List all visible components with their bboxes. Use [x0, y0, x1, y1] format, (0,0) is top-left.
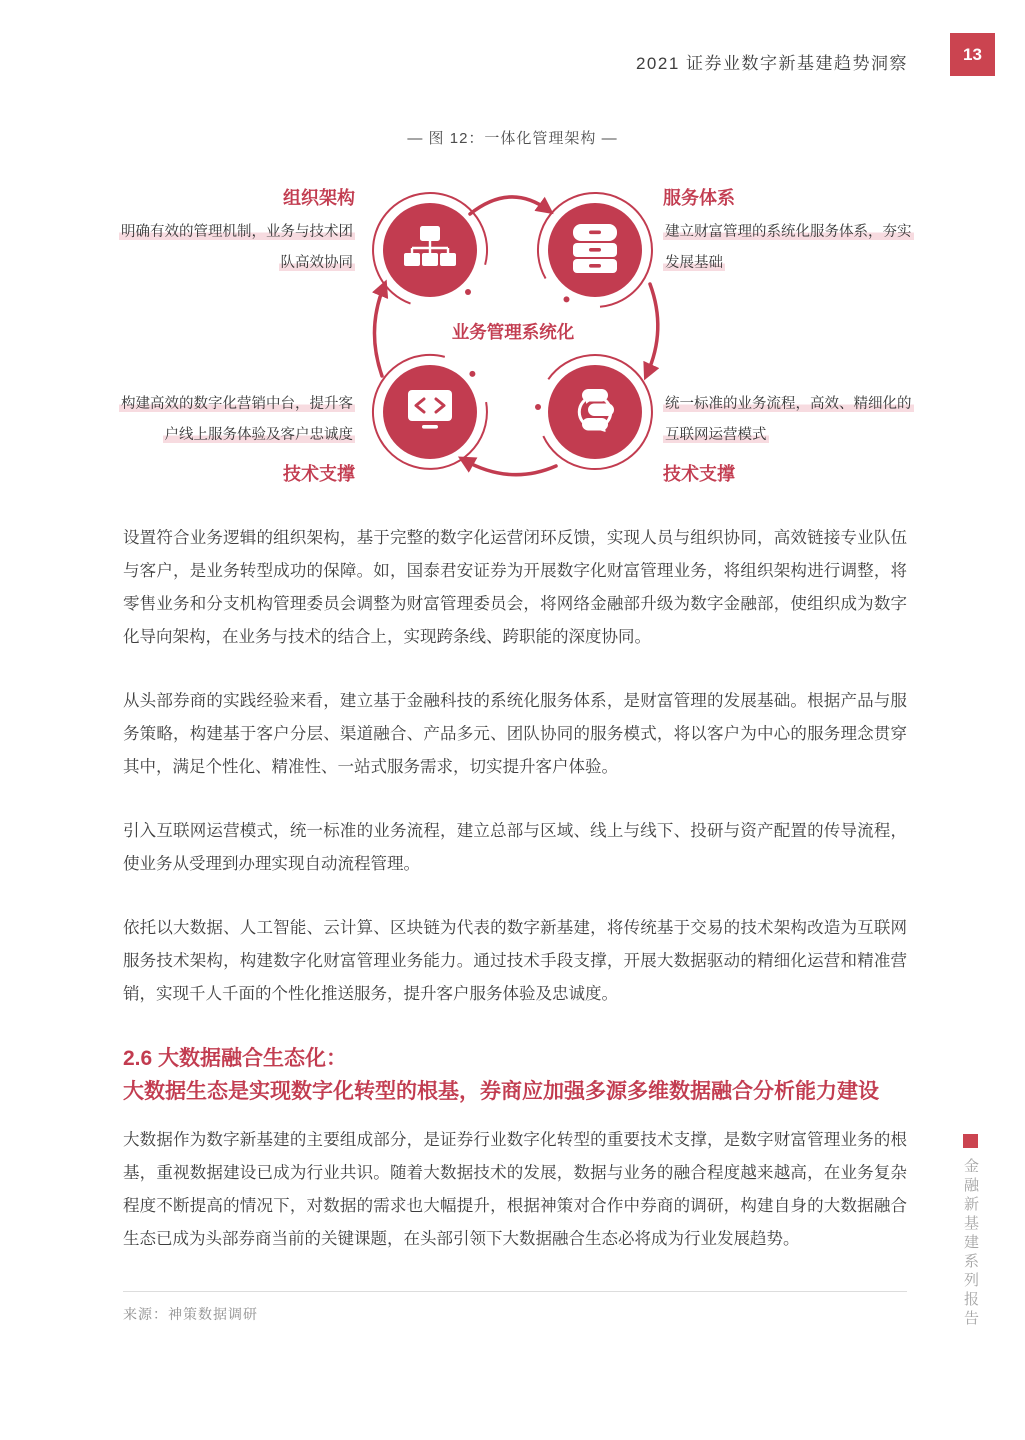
- storage-stack-icon: [573, 224, 617, 273]
- paragraph: 引入互联网运营模式，统一标准的业务流程，建立总部与区域、线上与线下、投研与资产配置的传导流程，使业务从受理到办理实现自动流程管理。: [123, 822, 907, 873]
- node-title: 服务体系: [663, 188, 735, 208]
- arrow-bottom-icon: [464, 460, 556, 475]
- paragraph: 设置符合业务逻辑的组织架构，基于完整的数字化运营闭环反馈，实现人员与组织协同，高效链接专业队伍与客户，是业务转型成功的保障。如，国泰君安证券为开展数字化财富管理业务，将组织架构进行调整，将零售业务和分支机构管理委员会调整为财富管理委员会，将网络金融部升级为数字金融部，使组织成为数字化导向架构，在业务与技术的结合上，实现跨条线、跨职能的深度协同。: [123, 529, 907, 646]
- org-structure-label: [105, 187, 355, 279]
- desc-line: 互联网运营模式: [665, 427, 767, 443]
- page-number-badge: 13: [950, 33, 995, 76]
- document-title: 2021 证券业数字新基建趋势洞察: [635, 54, 908, 73]
- tech-support-left-node: [373, 355, 487, 469]
- section-number-line: 2.6 大数据融合生态化：: [123, 1047, 348, 1070]
- org-structure-node: [373, 193, 487, 304]
- node-description: [663, 389, 931, 451]
- service-system-label: [663, 187, 931, 279]
- desc-line: 户线上服务体验及客户忠诚度: [164, 427, 353, 443]
- series-marker-square: [963, 1134, 978, 1148]
- tech-support-right-node: [535, 355, 652, 469]
- desc-line: 发展基础: [665, 255, 723, 271]
- paragraph: 依托以大数据、人工智能、云计算、区块链为代表的数字新基建，将传统基于交易的技术架构改造为互联网服务技术架构，构建数字化财富管理业务能力。通过技术手段支撑，开展大数据驱动的精细化运营和精准营销，实现千人千面的个性化推送服务，提升客户服务体验及忠诚度。: [123, 919, 907, 1003]
- node-description: [105, 217, 355, 279]
- tech-support-left-label: [105, 389, 355, 485]
- desc-line: 统一标准的业务流程，高效、精细化的: [665, 396, 912, 412]
- series-vertical-label: 金融新基建系列报告: [962, 1158, 979, 1329]
- paragraph: 大数据作为数字新基建的主要组成部分，是证券行业数字化转型的重要技术支撑，是数字财富管理业务的根基，重视数据建设已成为行业共识。随着大数据技术的发展，数据与业务的融合程度越来越高，在业务复杂程度不断提高的情况下，对数据的需求也大幅提升，根据神策对合作中券商的调研，构建自身的大数据融合生态已成为头部券商当前的关键课题，在头部引领下大数据融合生态必将成为行业发展趋势。: [123, 1131, 907, 1248]
- source-note: 来源：神策数据调研: [123, 1306, 258, 1322]
- desc-line: 建立财富管理的系统化服务体系，夯实: [665, 224, 912, 240]
- diagram-center-label: 业务管理系统化: [451, 322, 575, 342]
- body-text: [123, 522, 907, 1287]
- arrow-left-icon: [374, 286, 384, 376]
- node-title: 组织架构: [283, 188, 355, 208]
- integrated-management-diagram: [350, 180, 675, 495]
- node-description: [663, 217, 931, 279]
- paragraph: 从头部券商的实践经验来看，建立基于金融科技的系统化服务体系，是财富管理的发展基础。根据产品与服务策略，构建基于客户分层、渠道融合、产品多元、团队协同的服务模式，将以客户为中心的服务理念贯穿其中，满足个性化、精准性、一站式服务需求，切实提升客户体验。: [123, 692, 907, 776]
- desc-line: 队高效协同: [280, 255, 353, 271]
- service-system-node: [538, 193, 652, 307]
- source-block: [123, 1291, 907, 1324]
- arrow-right-icon: [647, 284, 658, 374]
- section-subtitle-line: 大数据生态是实现数字化转型的根基，券商应加强多源多维数据融合分析能力建设: [123, 1080, 879, 1103]
- figure-caption: — 图 12：一体化管理架构 —: [407, 130, 618, 147]
- section-heading: [123, 1042, 907, 1108]
- desc-line: 构建高效的数字化营销中台，提升客: [121, 396, 353, 412]
- node-description: [105, 389, 355, 451]
- arrow-top-icon: [470, 197, 548, 214]
- node-title: 技术支撑: [283, 464, 355, 484]
- node-title: 技术支撑: [663, 464, 735, 484]
- desc-line: 明确有效的管理机制，业务与技术团: [121, 224, 353, 240]
- tech-support-right-label: [663, 389, 931, 485]
